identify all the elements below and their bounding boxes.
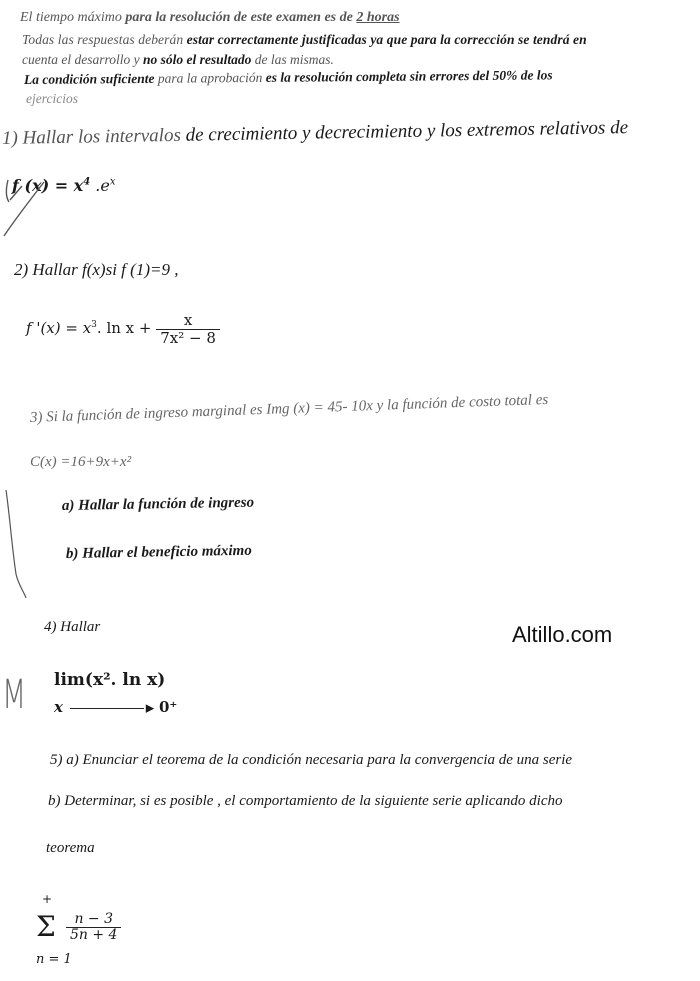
q5-part-b: b) Determinar, si es posible , el comportamiento de la siguiente serie aplicando dicho — [48, 793, 563, 809]
q5-part-a: 5) a) Enunciar el teorema de la condición necesaria para la convergencia de una serie — [50, 752, 573, 768]
header-line-4-bold-2: es la resolución completa sin errores del 50% de los — [265, 67, 553, 85]
q2-deriv-mid: . ln x + — [96, 319, 152, 337]
exam-duration: 2 horas — [356, 10, 400, 25]
arrow-head-icon: ▶ — [145, 701, 155, 715]
q2-deriv-exp: 3 — [91, 320, 97, 330]
check-mark-scribble — [0, 178, 60, 240]
q3-text: 3) Si la función de ingreso marginal es Img (x) = 45- 10x y la función de costo total es — [29, 391, 549, 426]
header-line-4 — [24, 67, 553, 88]
q4-limit-sub — [54, 698, 177, 716]
header-line-1-pre: El tiempo máximo — [20, 10, 126, 25]
sum-num: n − 3 — [66, 912, 121, 928]
sum-top: + — [42, 892, 53, 906]
q1-text — [2, 117, 628, 150]
q1-text-b: de crecimiento y decrecimiento y los extremos relativos de — [185, 117, 629, 146]
q5-part-b-2: teorema — [46, 840, 95, 856]
header-line-1-bold: para la resolución de este examen es de — [125, 10, 357, 25]
q2-frac-num: x — [156, 312, 220, 330]
q4-text: 4) Hallar — [44, 619, 101, 635]
header-line-3-a: cuenta el desarrollo y — [22, 52, 143, 67]
margin-mark: M — [2, 672, 27, 718]
q4-limit-var: x — [54, 698, 63, 716]
q2-fraction — [156, 312, 220, 346]
q3-part-b: b) Hallar el beneficio máximo — [65, 542, 252, 562]
q1-formula-lhs: f (x) = x — [12, 176, 84, 195]
header-line-2 — [22, 32, 587, 48]
sum-frac — [66, 912, 121, 944]
q1-text-a: 1) Hallar los intervalos — [1, 124, 186, 149]
q2-frac-den: 7x² − 8 — [160, 328, 216, 347]
q2-deriv-lhs: f '(x) = x — [26, 319, 92, 337]
sum-den: 5n + 4 — [70, 927, 118, 944]
sum-bottom: n = 1 — [36, 952, 72, 967]
header-line-4-bold-1: La condición suficiente — [23, 70, 155, 87]
header-line-5: ejercicios — [26, 91, 78, 106]
q4-limit: lim(x². ln x) — [54, 670, 166, 690]
q3-part-a: a) Hallar la función de ingreso — [61, 494, 255, 514]
q1-formula-exp2: x — [109, 176, 116, 188]
q1-formula-exp: 4 — [83, 176, 91, 188]
header-line-3 — [22, 52, 334, 68]
q4-limit-to: 0⁺ — [158, 698, 178, 716]
header-line-4-a: para la aprobación — [154, 69, 266, 86]
sum-fraction — [66, 912, 121, 944]
bracket-scribble — [0, 488, 30, 603]
q2-text: 2) Hallar f(x)si f (1)=9 , — [14, 260, 179, 279]
header-line-2-pre: Todas las respuestas deberán — [22, 32, 187, 47]
q3-cost: C(x) =16+9x+x² — [30, 454, 132, 470]
sum-symbol: Σ — [36, 910, 56, 943]
header-line-3-bold: no sólo el resultado — [142, 52, 252, 67]
q1-formula-mid: .e — [90, 176, 110, 195]
q2-derivative — [26, 312, 220, 346]
header-line-2-bold: estar correctamente justificadas ya que para la corrección se tendrá en — [186, 32, 587, 47]
arrow-icon — [70, 708, 144, 709]
header-line-1 — [20, 10, 400, 26]
header-line-3-b: de las mismas. — [251, 52, 334, 67]
watermark: Altillo.com — [512, 622, 613, 647]
